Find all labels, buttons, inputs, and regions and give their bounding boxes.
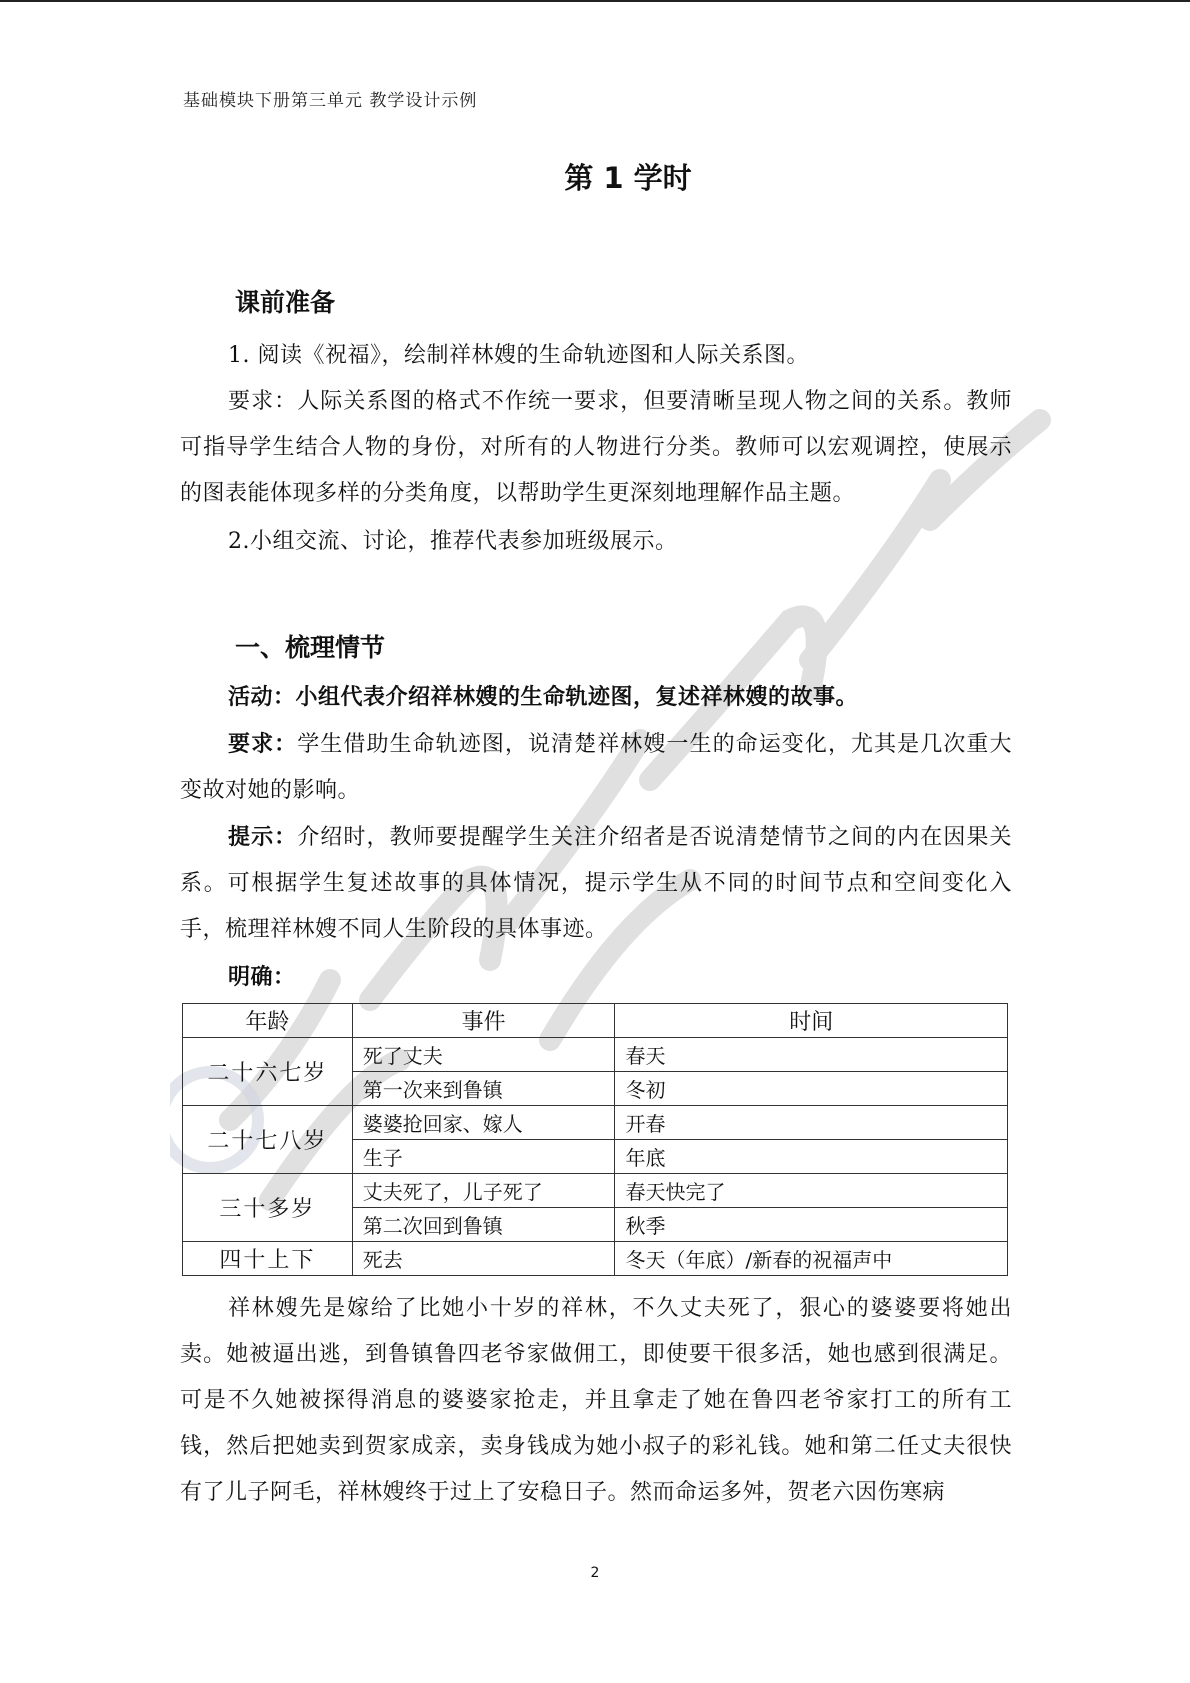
section-heading-plot: 一、梳理情节 — [235, 633, 386, 662]
column-header-age: 年龄 — [183, 1004, 353, 1038]
activity-text: 活动：小组代表介绍祥林嫂的生命轨迹图，复述祥林嫂的故事。 — [228, 685, 859, 710]
paragraph-prep-1: 1. 阅读《祝福》，绘制祥林嫂的生命轨迹图和人际关系图。 — [228, 343, 809, 368]
page-number: 2 — [590, 1565, 600, 1581]
section-heading-preparation: 课前准备 — [235, 288, 336, 317]
time-cell: 年底 — [615, 1140, 1008, 1174]
hint-label: 提示： — [228, 825, 298, 850]
event-cell: 生子 — [352, 1140, 615, 1174]
page-title: 第 1 学时 — [564, 161, 692, 195]
top-rule — [0, 0, 1190, 2]
table-header-row — [183, 1004, 1008, 1038]
hint-text: 介绍时，教师要提醒学生关注介绍者是否说清楚情节之间的内在因果关系。可根据学生复述故事的具体情况，提示学生从不同的时间节点和空间变化入手，梳理祥林嫂不同人生阶段的具体事迹。 — [180, 825, 1012, 942]
story-paragraph: 祥林嫂先是嫁给了比她小十岁的祥林，不久丈夫死了，狠心的婆婆要将她出卖。她被逼出逃，到鲁镇鲁四老爷家做佣工，即使要干很多活，她也感到很满足。可是不久她被探得消息的婆婆家抢走，并且拿走了她在鲁四老爷家打工的所有工钱，然后把她卖到贺家成亲，卖身钱成为她小叔子的彩礼钱。她和第二任丈夫很快有了儿子阿毛，祥林嫂终于过上了安稳日子。然而命运多舛，贺老六因伤寒病 — [180, 1296, 1012, 1505]
column-header-time: 时间 — [615, 1004, 1008, 1038]
requirement-label: 要求： — [228, 732, 298, 757]
time-cell: 秋季 — [615, 1208, 1008, 1242]
page-header: 基础模块下册第三单元 教学设计示例 — [183, 91, 478, 111]
requirement-paragraph — [180, 722, 1012, 814]
life-events-table — [182, 1003, 1008, 1276]
time-cell: 冬初 — [615, 1072, 1008, 1106]
clarify-label: 明确： — [228, 965, 296, 990]
table-row — [183, 1242, 1008, 1276]
time-cell: 春天 — [615, 1038, 1008, 1072]
event-cell: 死了丈夫 — [352, 1038, 615, 1072]
table-row — [183, 1106, 1008, 1140]
event-cell: 第二次回到鲁镇 — [352, 1208, 615, 1242]
hint-paragraph — [180, 815, 1012, 953]
event-cell: 第一次来到鲁镇 — [352, 1072, 615, 1106]
age-cell: 二十六七岁 — [183, 1038, 353, 1106]
paragraph-prep-requirement: 要求：人际关系图的格式不作统一要求，但要清晰呈现人物之间的关系。教师可指导学生结合人物的身份，对所有的人物进行分类。教师可以宏观调控，使展示的图表能体现多样的分类角度，以帮助学生更深刻地理解作品主题。 — [180, 389, 1012, 506]
paragraph-prep-2: 2.小组交流、讨论，推荐代表参加班级展示。 — [228, 529, 678, 554]
age-cell: 二十七八岁 — [183, 1106, 353, 1174]
event-cell: 婆婆抢回家、嫁人 — [352, 1106, 615, 1140]
event-cell: 死去 — [352, 1242, 615, 1276]
table-row — [183, 1174, 1008, 1208]
time-cell: 春天快完了 — [615, 1174, 1008, 1208]
requirement-text: 学生借助生命轨迹图，说清楚祥林嫂一生的命运变化，尤其是几次重大变故对她的影响。 — [180, 732, 1012, 803]
age-cell: 三十多岁 — [183, 1174, 353, 1242]
age-cell: 四十上下 — [183, 1242, 353, 1276]
time-cell: 冬天（年底）/新春的祝福声中 — [615, 1242, 1008, 1276]
time-cell: 开春 — [615, 1106, 1008, 1140]
table-row — [183, 1038, 1008, 1072]
column-header-event: 事件 — [352, 1004, 615, 1038]
event-cell: 丈夫死了，儿子死了 — [352, 1174, 615, 1208]
